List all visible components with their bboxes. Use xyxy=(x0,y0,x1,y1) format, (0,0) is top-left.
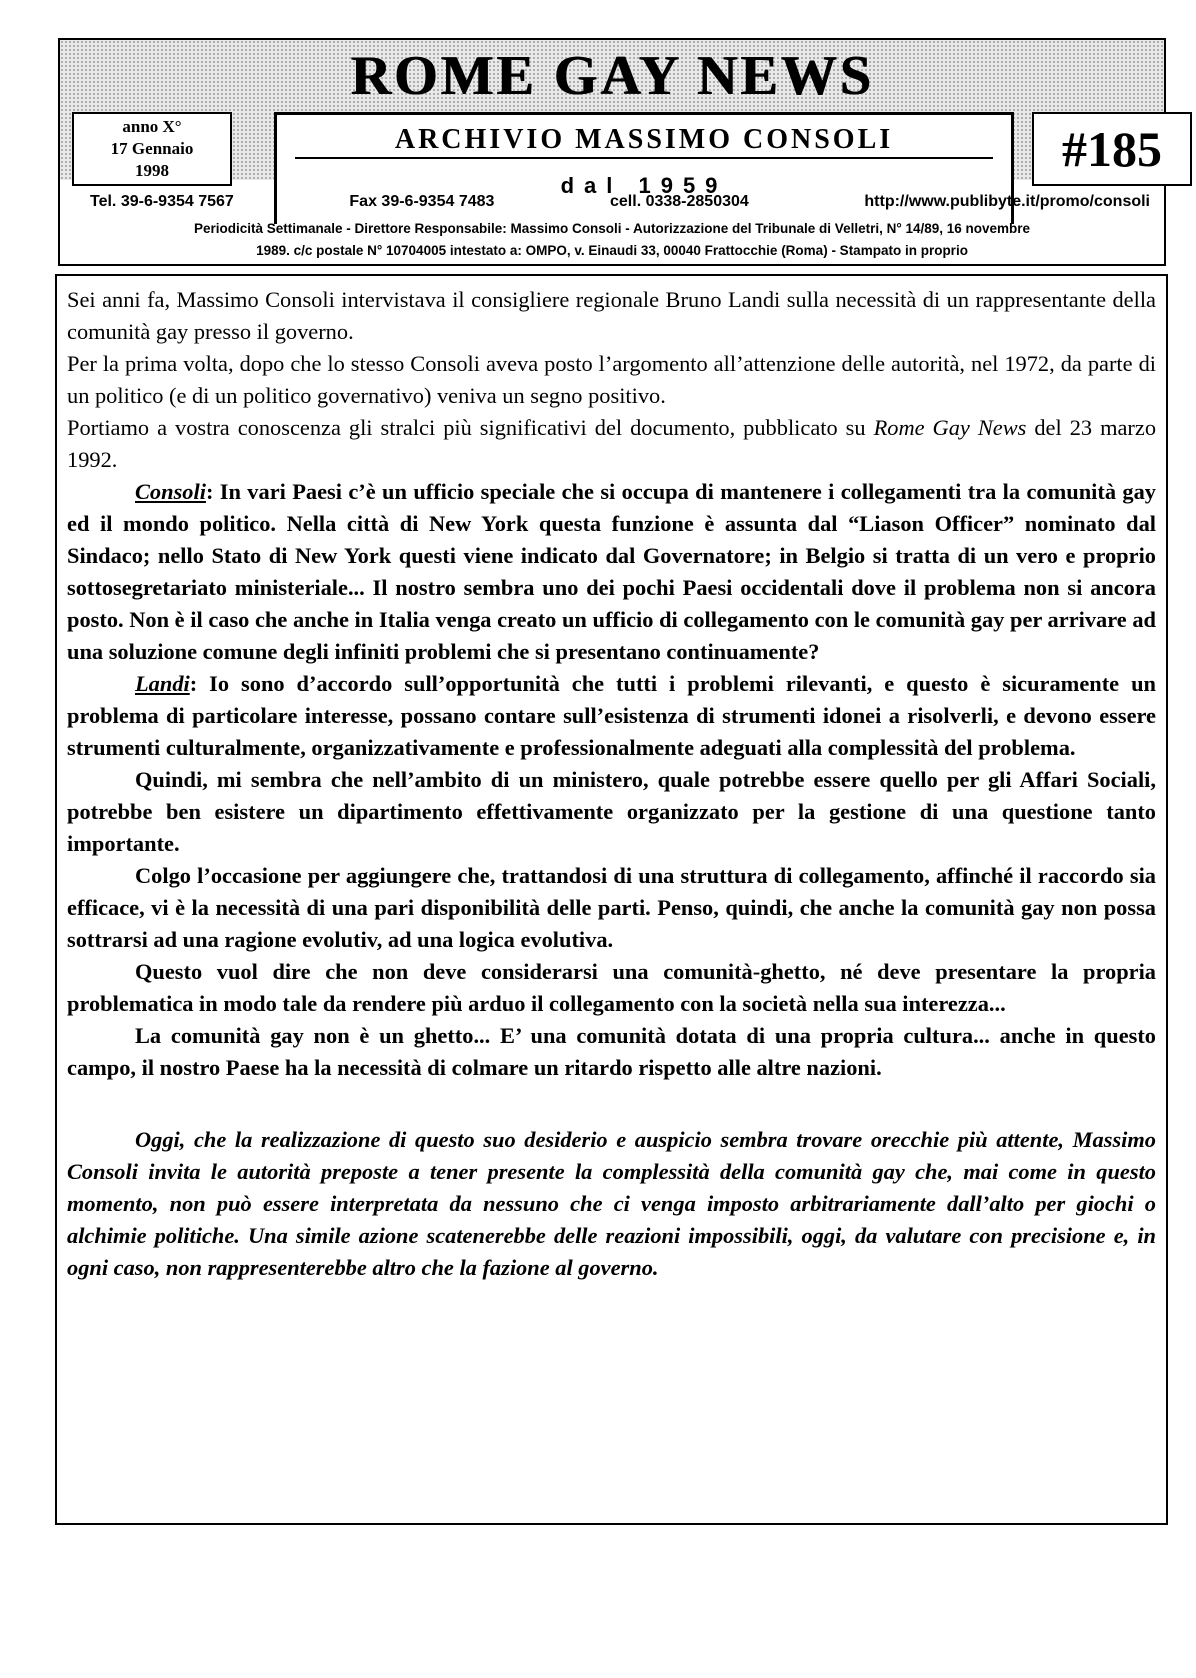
answer-paragraph-2: Quindi, mi sembra che nell’ambito di un ministero, quale potrebbe essere quello per gli Affari Sociali, potrebbe ben esistere un dipartimento effettivamente organizzato per la gestione di una questione tanto importante. xyxy=(67,767,1156,856)
fax-number: Fax 39-6-9354 7483 xyxy=(349,193,495,210)
contact-line xyxy=(90,192,1150,212)
issue-date-day: 17 Gennaio xyxy=(110,139,194,158)
publication-name: Rome Gay News xyxy=(873,415,1027,440)
question-consoli xyxy=(67,476,1156,668)
issue-date-box xyxy=(72,112,232,186)
answer-paragraph-3: Colgo l’occasione per aggiungere che, trattandosi di una struttura di collegamento, affinché il raccordo sia efficace, vi è la necessità di una pari disponibilità delle parti. Penso, quindi, che anche la comunità gay non possa sottrarsi ad una ragione evolutiv, ad una logica evolutiva. xyxy=(67,863,1156,952)
article-box xyxy=(55,274,1168,1525)
answer-text-1: : Io sono d’accordo sull’opportunità che tutti i problemi rilevanti, e questo è sicuramente un problema di particolare interesse, possano contare sull’esistenza di strumenti idonei a risolverli, e devono essere strumenti culturalmente, organizzativamente e professionalmente adeguati alla complessità del problema. xyxy=(67,671,1156,760)
legal-line-1: Periodicità Settimanale - Direttore Responsabile: Massimo Consoli - Autorizzazione del Tribunale di Velletri, N° 14/89, 16 novembre xyxy=(193,221,1031,236)
newspaper-title: ROME GAY NEWS xyxy=(350,45,874,107)
answer-paragraph-4: Questo vuol dire che non deve considerarsi una comunità-ghetto, né deve presentare la propria problematica in modo tale da rendere più arduo il collegamento con la società nella sua interezza... xyxy=(67,959,1156,1016)
website-link[interactable]: http://www.publibyte.it/promo/consoli xyxy=(864,193,1150,210)
question-text: : In vari Paesi c’è un ufficio speciale che si occupa di mantenere i collegamenti tra la comunità gay ed il mondo politico. Nella città di New York questa funzione è assunta dal “Liason Officer” nominato dal Sindaco; nello Stato di New York questi viene indicato dal Governatore; in Belgio si tratta di un vero e proprio sottosegretariato ministeriale... Il nostro sembra uno dei pochi Paesi occidentali dove il problema non si ancora posto. Non è il caso che anche in Italia venga creato un ufficio di collegamento con le comunità gay per arrivare ad una soluzione comune degli infiniti problemi che si presentano continuamente? xyxy=(67,479,1156,664)
legal-line-2: 1989. c/c postale N° 10704005 intestato a: OMPO, v. Einaudi 33, 00040 Frattocchie (Roma) - Stampato in proprio xyxy=(256,243,968,258)
issue-number: #185 xyxy=(1032,112,1192,186)
legal-notice xyxy=(68,218,1156,262)
issue-date-year: 1998 xyxy=(135,161,169,180)
intro-paragraph-2: Per la prima volta, dopo che lo stesso Consoli aveva posto l’argomento all’attenzione delle autorità, nel 1972, da parte di un politico (e di un politico governativo) veniva un segno positivo. xyxy=(67,351,1156,408)
speaker-consoli: Consoli xyxy=(135,479,206,504)
intro-paragraph-3 xyxy=(67,412,1156,476)
masthead xyxy=(58,38,1166,266)
cell-number: cell. 0338-2850304 xyxy=(610,193,749,210)
answer-paragraph-5: La comunità gay non è un ghetto... E’ una comunità dotata di una propria cultura... anche in questo campo, il nostro Paese ha la necessità di colmare un ritardo rispetto alle altre nazioni. xyxy=(67,1023,1156,1080)
phone-number: Tel. 39-6-9354 7567 xyxy=(90,193,234,210)
intro-p3-start: Portiamo a vostra conoscenza gli stralci più significativi del documento, pubblicato su xyxy=(67,415,874,440)
speaker-landi: Landi xyxy=(135,671,190,696)
archive-name: ARCHIVIO MASSIMO CONSOLI xyxy=(295,123,993,159)
answer-landi xyxy=(67,668,1156,764)
intro-p3-end: del 23 marzo 1992. xyxy=(67,415,1157,472)
closing-paragraph: Oggi, che la realizzazione di questo suo desiderio e auspicio sembra trovare orecchie più attente, Massimo Consoli invita le autorità preposte a tener presente la complessità della comunità gay che, mai come in questo momento, non può essere interpretata da nessuno che ci venga imposto arbitrariamente dall’alto per giochi o alchimie politiche. Una simile azione scatenerebbe delle reazioni impossibili, oggi, da valutare con precisione e, in ogni caso, non rappresenterebbe altro che la fazione al governo. xyxy=(67,1127,1156,1280)
issue-year-label: anno X° xyxy=(122,117,182,136)
intro-paragraph-1: Sei anni fa, Massimo Consoli intervistava il consigliere regionale Bruno Landi sulla necessità di un rappresentante della comunità gay presso il governo. xyxy=(67,287,1156,344)
archive-since: dal 1959 xyxy=(560,173,728,198)
